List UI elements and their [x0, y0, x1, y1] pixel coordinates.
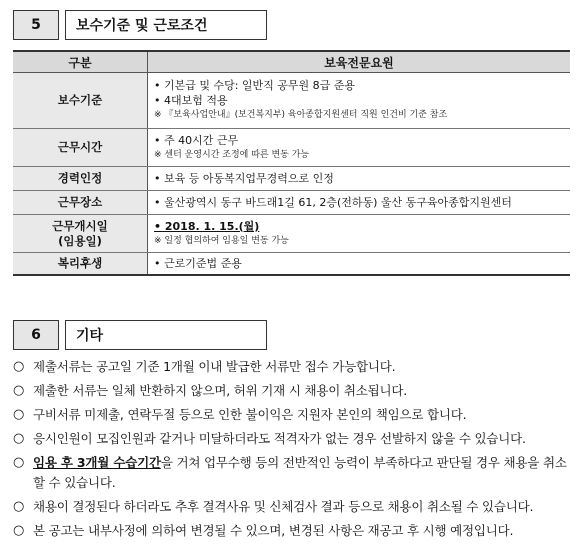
list-item [13, 519, 573, 543]
section-number: 5 [13, 10, 59, 40]
list-item [13, 427, 573, 451]
row-label: 근무장소 [13, 191, 148, 215]
row-content [148, 215, 571, 253]
list-item-text: 응시인원이 모집인원과 같거나 미달하더라도 적격자가 없는 경우 선발하지 않을 수 있습니다. [33, 431, 526, 446]
row-label: 복리후생 [13, 253, 148, 275]
table-row [13, 167, 570, 191]
section-number: 6 [13, 320, 59, 350]
row-label-line: (임용일) [58, 233, 102, 248]
row-content [148, 167, 571, 191]
probation-emphasis: 임용 후 3개월 수습기간 [33, 455, 161, 470]
list-item-text [33, 453, 573, 493]
list-item-text: 제출서류는 공고일 기준 1개월 이내 발급한 서류만 접수 가능합니다. [33, 359, 396, 374]
start-date: • 2018. 1. 15.(월) [154, 219, 260, 233]
table-row [13, 129, 570, 167]
probation-rest: 을 거쳐 업무수행 등의 전반적인 능력이 부족하다고 판단될 경우 채용을 취소할 수 있습니다. [33, 455, 567, 490]
content-line: • 4대보험 적용 [154, 94, 228, 107]
list-item-text: 본 공고는 내부사정에 의하여 변경될 수 있으며, 변경된 사항은 재공고 후 시행 예정입니다. [33, 523, 514, 538]
content-note: ※ 일정 협의하여 임용일 변동 가능 [154, 235, 289, 246]
table-row [13, 215, 570, 253]
section-title: 보수기준 및 근로조건 [65, 10, 267, 40]
row-label: 근무시간 [13, 129, 148, 167]
row-label: 보수기준 [13, 73, 148, 129]
content-line: • 울산광역시 동구 바드래1길 61, 2층(전하동) 울산 동구육아종합지원센터 [154, 196, 512, 209]
table-row [13, 191, 570, 215]
content-line: • 근로기준법 준용 [154, 256, 242, 270]
circle-bullet-icon: ○ [13, 523, 25, 538]
circle-bullet-icon: ○ [13, 455, 25, 470]
list-item-text: 채용이 결정된다 하더라도 추후 결격사유 및 신체검사 결과 등으로 채용이 취소될 수 있습니다. [33, 499, 534, 514]
misc-list [13, 355, 573, 543]
row-label [13, 215, 148, 253]
list-item-text: 구비서류 미제출, 연락두절 등으로 인한 불이익은 지원자 본인의 책임으로 합니다. [33, 407, 467, 422]
row-label: 경력인정 [13, 167, 148, 191]
column-header-position: 보육전문요원 [148, 51, 571, 73]
table-header-row [13, 51, 570, 73]
row-content [148, 253, 571, 275]
list-item [13, 495, 573, 519]
row-content [148, 129, 571, 167]
circle-bullet-icon: ○ [13, 383, 25, 398]
table-row [13, 253, 570, 275]
column-header-category: 구분 [13, 51, 148, 73]
content-note: ※ 『보육사업안내』(보건복지부) 육아종합지원센터 직원 인건비 기준 참조 [154, 110, 448, 120]
content-line: • 기본급 및 수당: 일반직 공무원 8급 준용 [154, 79, 356, 92]
section-5-header [13, 10, 267, 40]
section-6-header [13, 320, 267, 350]
working-conditions-table [13, 50, 570, 276]
list-item-text: 제출한 서류는 일체 반환하지 않으며, 허위 기재 시 채용이 취소됩니다. [33, 383, 408, 398]
row-content [148, 191, 571, 215]
row-label-line: 근무개시일 [52, 218, 108, 233]
circle-bullet-icon: ○ [13, 359, 25, 374]
list-item [13, 355, 573, 379]
row-content [148, 73, 571, 129]
list-item [13, 403, 573, 427]
content-line: • 주 40시간 근무 [154, 133, 239, 147]
section-title: 기타 [65, 320, 267, 350]
list-item [13, 453, 573, 493]
circle-bullet-icon: ○ [13, 499, 25, 514]
list-item [13, 379, 573, 403]
table-row [13, 73, 570, 129]
content-line: • 보육 등 아동복지업무경력으로 인정 [154, 172, 334, 185]
circle-bullet-icon: ○ [13, 431, 25, 446]
content-note: ※ 센터 운영시간 조정에 따른 변동 가능 [154, 149, 310, 160]
circle-bullet-icon: ○ [13, 407, 25, 422]
